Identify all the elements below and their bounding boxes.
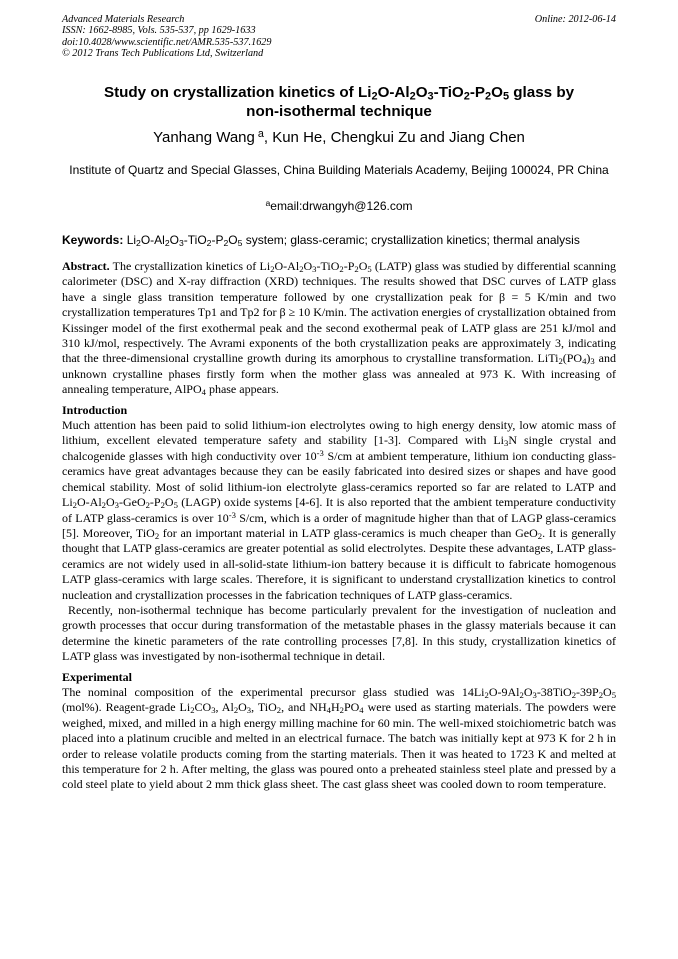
- abstract-label: Abstract.: [62, 259, 110, 273]
- author-email: $^a$email:drwangyh@126.com: [265, 198, 413, 213]
- issn-line: ISSN: 1662-8985, Vols. 535-537, pp 1629-1633: [62, 25, 256, 37]
- introduction-paragraph-1: Much attention has been paid to solid lithium-ion electrolytes owing to high energy density, low atomic mass of lithium, excellent elevated temperature safety and stability [1-3]. Compared with $Li_3N$ single crystal and chalcogenide glasses with high conductivity over $10^{-3}$ S/cm at ambient temperature, lithium ion conducting glass-ceramics have great advantages because they can be easily fabricated into desired sizes or shapes and have good chemical stability. Most of solid lithium-ion electrolyte glass-ceramics reported so far are related to LATP and $Li_2O-Al_2O_3-GeO_2-P_2O_5$ (LAGP) oxide systems [4-6]. It is also reported that the ambient temperature conductivity of LATP glass-ceramics is over $10^{-3}$ S/cm, which is a order of magnitude higher than that of LAGP glass-ceramics [5]. Moreover, TiO$_2$ for an important material in LATP glass-ceramics is much cheaper than GeO$_2$. It is generally thought that LATP glass-ceramics are greater potential as solid electrolytes. Despite these advantages, LATP glass-ceramics are not widely used in all-solid-state lithium-ion battery because it is difficult to fabricate homogenous LATP glass-ceramics with large scales. Therefore, it is significant to understand crystallization kinetics to control nucleation and crystallization processes in the fabrication techniques of LATP glass-ceramics.: [62, 418, 617, 602]
- keywords-line: Keywords: $Li_2O-Al_2O_3-TiO_2-P_2O_5$ system; glass-ceramic; crystallization kinetics; thermal analysis: [62, 233, 580, 248]
- online-date: Online: 2012-06-14: [534, 14, 616, 25]
- keywords-label: Keywords:: [62, 233, 124, 247]
- introduction-paragraph-2: Recently, non-isothermal technique has become particularly prevalent for the investigation of nucleation and growth processes that occur during transformation of the metastable phases in the glassy materials because it can determine the kinetic parameters of the rate controlling processes [7,8]. In this study, crystallization kinetics of LATP glass was investigated by non-isothermal technique in detail.: [62, 602, 616, 664]
- affiliation: Institute of Quartz and Special Glasses, China Building Materials Academy, Beijing 100024, PR China: [69, 163, 609, 177]
- journal-name: Advanced Materials Research: [62, 14, 185, 25]
- title-line-1: Study on crystallization kinetics of $Li_2O-Al_2O_3-TiO_2-P_2O_5$ glass by: [103, 84, 575, 103]
- copyright-line: © 2012 Trans Tech Publications Ltd, Switzerland: [62, 48, 264, 60]
- paper-body: [62, 259, 616, 793]
- title-line-2: non-isothermal technique: [246, 103, 432, 120]
- experimental-paragraph: The nominal composition of the experimental precursor glass studied was $14Li_2O-9Al_2O_3-38TiO_2-39P_2O_5$ (mol%). Reagent-grade $Li_2CO_3$, $Al_2O_3$, TiO$_2$, and $NH_4H_2PO_4$ were used as starting materials. The powders were weighed, mixed, and milled in a high energy milling machine for 60 min. The well-mixed stoichiometric batch was placed into a platinum crucible and melted in an electrical furnace. The batch was initially kept at 973 K for 2 h in order to release volatile products coming from the starting materials. Then it was heated to 1723 K and melted at this temperature for 2 h. After melting, the glass was poured onto a preheated stainless steel plate and pressed by a cold steel plate to yield about 2 mm thick glass sheet. The cast glass sheet was cooled down to room temperature.: [62, 684, 616, 792]
- paper-title: [62, 83, 616, 121]
- introduction-heading: Introduction: [62, 402, 128, 417]
- experimental-heading: Experimental: [62, 669, 132, 684]
- journal-header: [62, 14, 616, 60]
- abstract-paragraph: Abstract. The crystallization kinetics of $Li_2O-Al_2O_3-TiO_2-P_2O_5$ (LATP) glass was studied by differential scanning calorimeter (DSC) and X-ray diffraction (XRD) techniques. The results showed that DSC curves of LATP glass have a single glass transition temperature followed by one crystallization peak for β = 5 K/min and two crystallization temperatures Tp1 and Tp2 for β ≥ 10 K/min. The activation energies of crystallization obtained from Kissinger model of the first exothermal peak and the second exothermal peak of LATP glass are 251 kJ/mol and 310 kJ/mol, respectively. The Avrami exponents of the both crystallization peaks are approximately 3, indicating that the three-dimensional crystalline growth during its amorphous to crystalline transformation. $LiTi_2(PO_4)_3$ and unknown crystalline phases firstly form when the mother glass was annealed at 973 K. With increasing of annealing temperature, AlPO$_4$ phase appears.: [62, 259, 616, 398]
- doi-line: doi:10.4028/www.scientific.net/AMR.535-537.1629: [62, 36, 272, 48]
- author-list: Yanhang Wang $^a$, Kun He, Chengkui Zu and Jiang Chen: [153, 128, 525, 146]
